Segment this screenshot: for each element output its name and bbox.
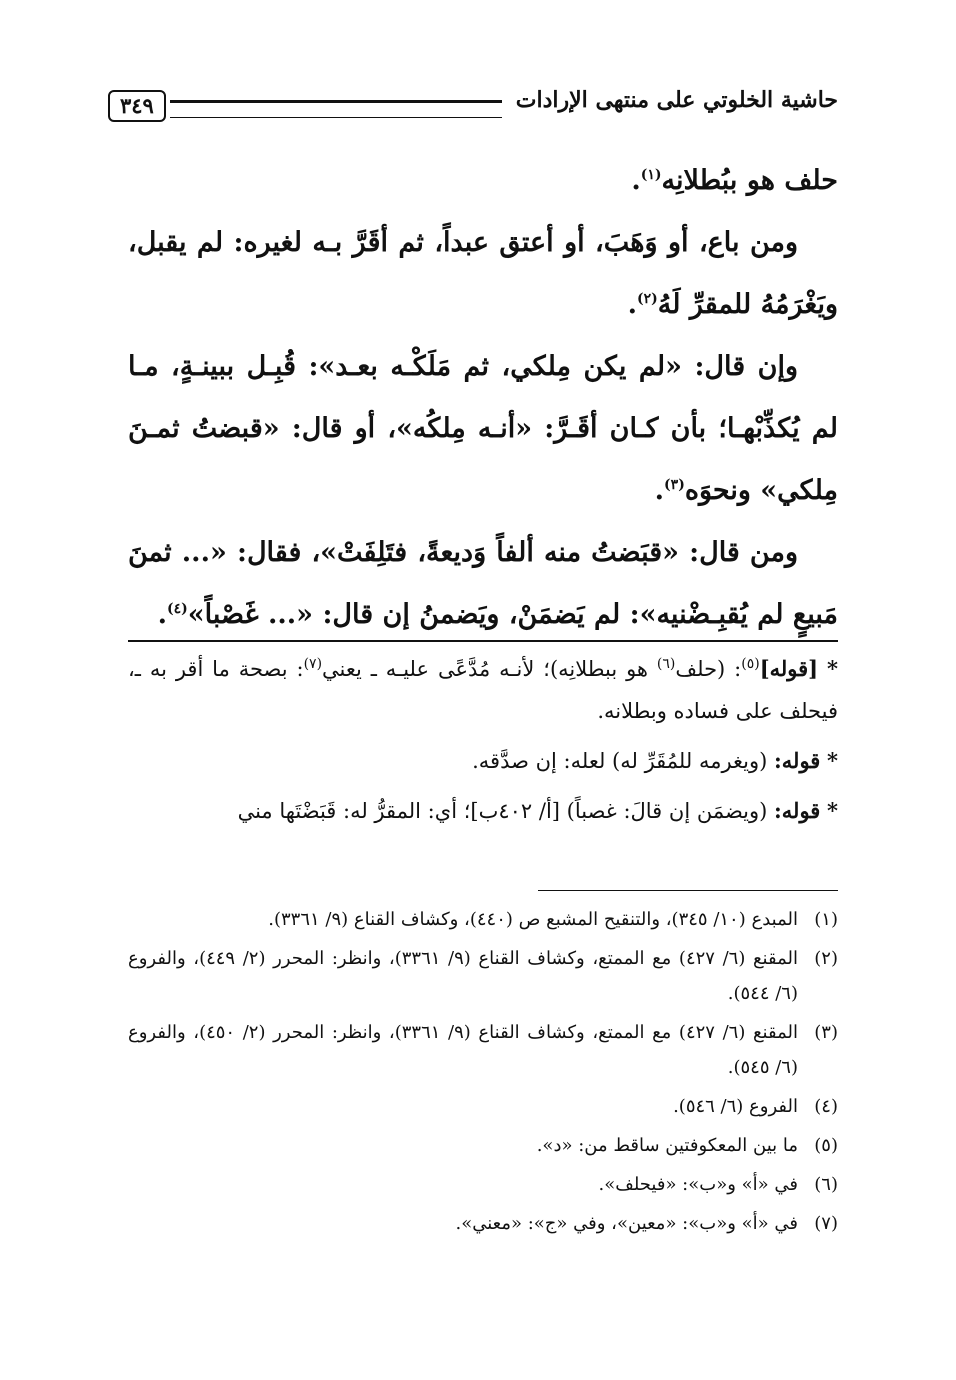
footnote-text: في «أ» و«ب»: «معين»، وفي «ج»: «معني». xyxy=(455,1213,798,1234)
footnote-text: المبدع (١٠/ ٣٤٥)، والتنقيح المشبع ص (٤٤٠)، وكشاف القناع (٩/ ٣٣٦١). xyxy=(268,909,798,930)
star-marker: * xyxy=(827,798,838,823)
main-text xyxy=(128,150,838,646)
commentary-item-1 xyxy=(128,648,838,732)
commentary-item-2 xyxy=(128,740,838,782)
footnote xyxy=(128,1128,838,1163)
paragraph-end: . xyxy=(631,165,641,196)
footnote-number: (٧) xyxy=(814,1213,838,1234)
footnote xyxy=(128,902,838,937)
commentary-label: [قوله] xyxy=(759,656,819,681)
paragraph-end: . xyxy=(627,289,637,320)
main-paragraph-3 xyxy=(128,336,838,522)
footnote-number: (١) xyxy=(814,909,838,930)
commentary-label: قوله: xyxy=(774,748,821,773)
commentary-text: (ويغرمه للمُقَرِّ له) لعله: إن صدَّقه. xyxy=(472,749,775,773)
commentary xyxy=(128,648,838,840)
paragraph-text: ومن باع، أو وَهَبَ، أو أعتق عبداً، ثم أقَرَّ بـه لغيره: لم يقبل، ويَغْرَمُهُ للمقرِّ لَهُ xyxy=(128,227,838,320)
footnote-ref: (٢) xyxy=(636,291,658,307)
footnote-ref: (٦) xyxy=(656,656,676,672)
footnote-number: (٢) xyxy=(814,948,838,969)
footnote-ref: (٤) xyxy=(167,601,188,617)
running-header xyxy=(108,82,838,128)
paragraph-text: وإن قال: «لم يكن مِلكي، ثم مَلَكْـه بعـد»: قُبِـل ببينـةٍ، مـا لم يُكذِّبْهـا؛ بأن كـان أقَـرَّ: «أنـه مِلكُه»، أو قال: «قبضتُ ثمـنَ مِلكي» ونحوَه xyxy=(128,351,838,506)
footnote-number: (٤) xyxy=(814,1096,838,1117)
star-marker: * xyxy=(827,656,838,681)
footnote xyxy=(128,941,838,1011)
paragraph-end: . xyxy=(157,599,167,630)
footnote-text: المقنع (٦/ ٤٢٧) مع الممتع، وكشاف القناع (٩/ ٣٣٦١)، وانظر: المحرر (٢/ ٤٤٩)، والفروع (٦/ ٥٤٤). xyxy=(128,948,798,1004)
paragraph-end: . xyxy=(654,475,665,506)
footnote-text: ما بين المعكوفتين ساقط من: «د». xyxy=(536,1135,798,1156)
footnote-text: في «أ» و«ب»: «فيحلف». xyxy=(598,1174,798,1195)
footnote-number: (٦) xyxy=(814,1174,838,1195)
footnote-separator xyxy=(538,890,838,891)
footnote xyxy=(128,1089,838,1124)
footnote-number: (٣) xyxy=(814,1022,838,1043)
commentary-text: هو ببطلانِه)؛ لأنـه مُدَّعًى عليـه ـ يعني xyxy=(322,657,657,681)
footnote-ref: (٣) xyxy=(664,477,685,493)
main-paragraph-1 xyxy=(128,150,838,212)
footnote xyxy=(128,1206,838,1241)
commentary-text: : بصحة ما أقر به ـ، فيحلف على فساده وبطلانه. xyxy=(128,657,838,723)
footnote-number: (٥) xyxy=(814,1135,838,1156)
paragraph-text: حلف هو ببُطلانِه xyxy=(661,165,838,196)
footnotes xyxy=(128,902,838,1245)
commentary-text: : (حلف xyxy=(675,657,742,681)
star-marker: * xyxy=(827,748,838,773)
main-paragraph-4 xyxy=(128,522,838,646)
main-paragraph-2 xyxy=(128,212,838,336)
footnote-ref: (٧) xyxy=(303,656,323,672)
footnote-ref: (١) xyxy=(640,167,662,183)
commentary-text: (ويضمَن إن قالَ: غصباً) [أ/ ٤٠٢ب]؛ أي: المقرُّ له: قَبَضْتَها مني xyxy=(237,799,775,823)
book-title: حاشية الخلوتي على منتهى الإرادات xyxy=(515,87,838,113)
page-number: ٣٤٩ xyxy=(108,90,166,122)
commentary-item-3 xyxy=(128,790,838,832)
commentary-label: قوله: xyxy=(774,798,821,823)
paragraph-text: ومن قال: «قبَضتُ منه ألفاً وَديعةً، فتَلِفَتْ»، فقال: «... ثمنَ مَبيعٍ لم يُقبِـضْنيه»: لم يَضمَنْ، ويَضمنُ إن قال: «... غَصْباً» xyxy=(128,537,838,630)
header-rule xyxy=(170,100,502,118)
footnote-ref: (٥) xyxy=(741,656,760,672)
footnote xyxy=(128,1167,838,1202)
footnote xyxy=(128,1015,838,1085)
footnote-text: الفروع (٦/ ٥٤٦). xyxy=(673,1096,798,1117)
footnote-text: المقنع (٦/ ٤٢٧) مع الممتع، وكشاف القناع (٩/ ٣٣٦١)، وانظر: المحرر (٢/ ٤٥٠)، والفروع (٦/ ٥٤٥). xyxy=(128,1022,798,1078)
main-separator xyxy=(128,640,838,642)
